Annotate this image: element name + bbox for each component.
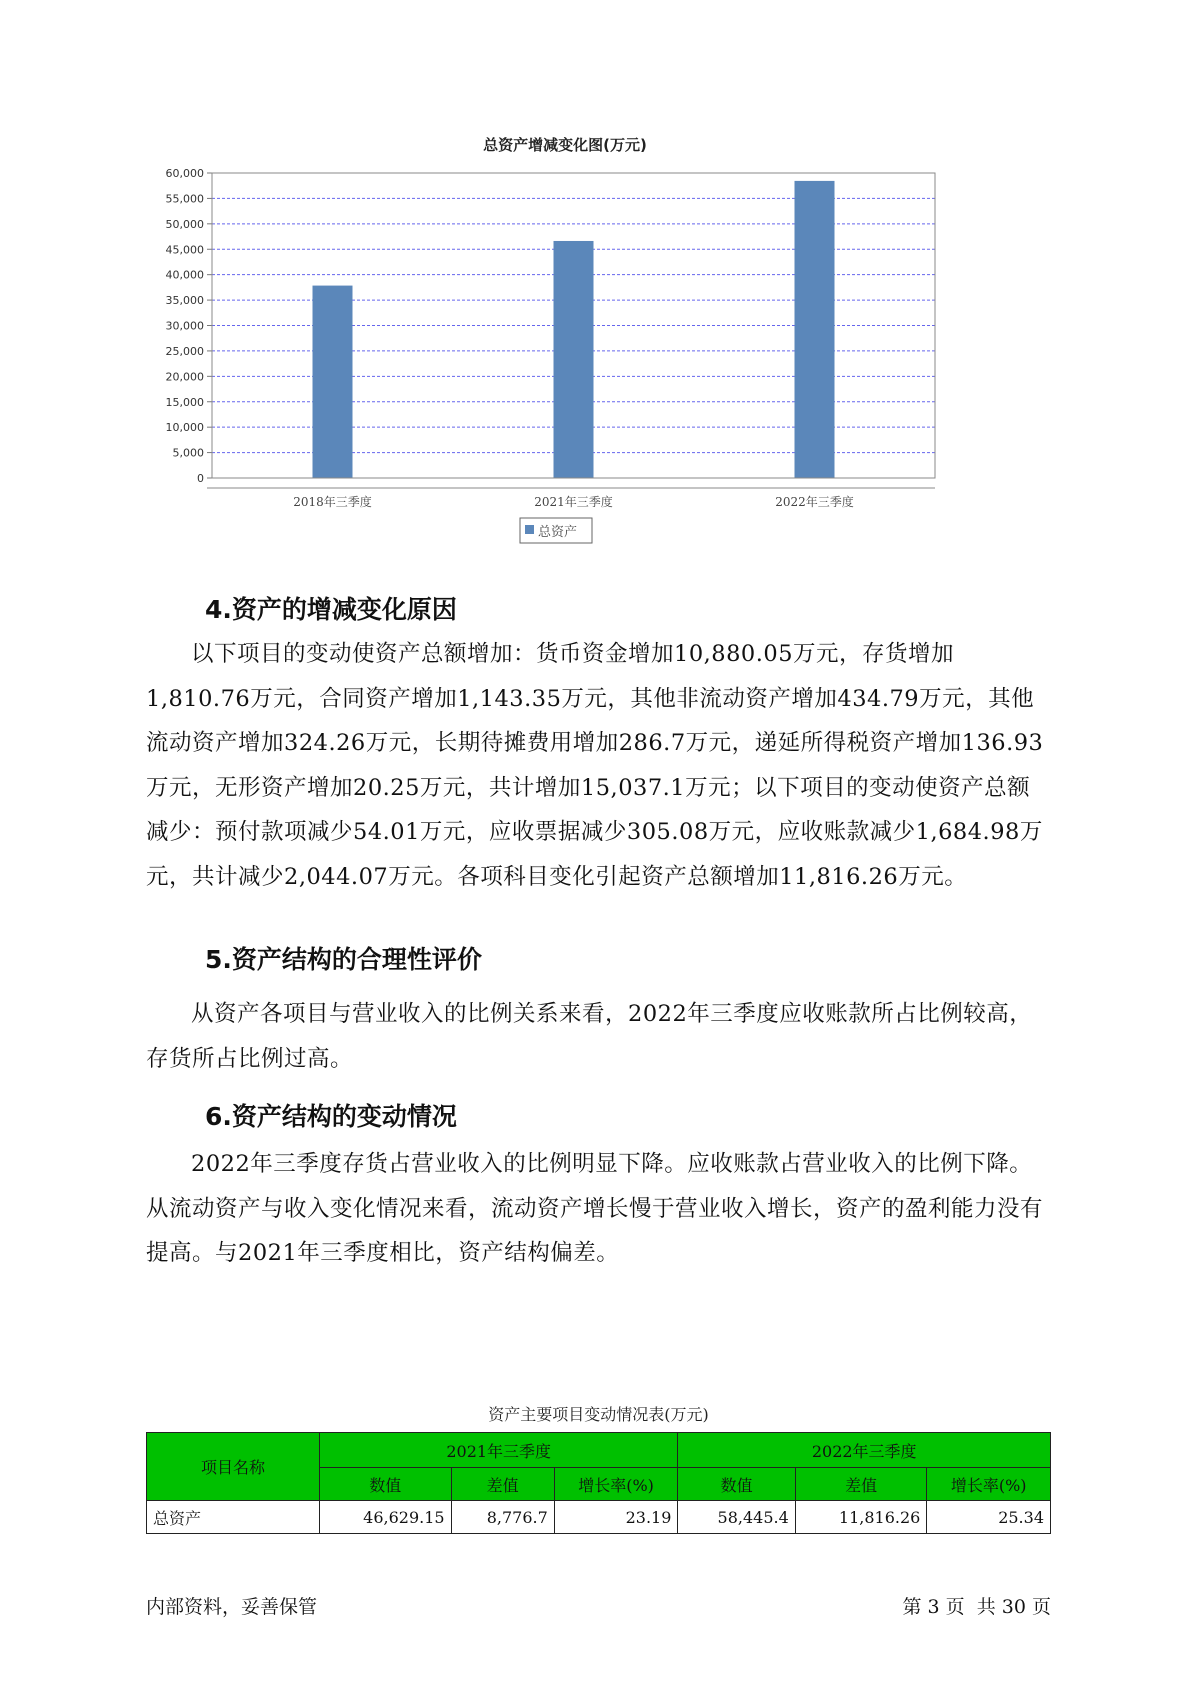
legend-label: 总资产 <box>538 525 578 540</box>
header-diff-2021: 差值 <box>451 1468 554 1501</box>
header-rate-2021: 增长率(%) <box>554 1468 678 1501</box>
section-4-paragraph: 以下项目的变动使资产总额增加：货币资金增加10,880.05万元，存货增加1,810.76万元，合同资产增加1,143.35万元，其他非流动资产增加434.79万元，其他流动资产增加324.26万元，长期待摊费用增加286.7万元，递延所得税资产增加136.93万元，无形资产增加20.25万元，共计增加15,037.1万元；以下项目的变动使资产总额减少：预付款项减少54.01万元，应收票据减少305.08万元，应收账款减少1,684.98万元，共计减少2,044.07万元。各项科目变化引起资产总额增加11,816.26万元。 <box>146 641 1044 890</box>
legend-swatch <box>525 525 534 534</box>
cell-rate-2022: 25.34 <box>927 1501 1051 1534</box>
y-tick-label: 50,000 <box>165 217 204 231</box>
row-item-name: 总资产 <box>147 1501 320 1534</box>
footer-confidential-note: 内部资料，妥善保管 <box>146 1596 318 1618</box>
x-category-label: 2021年三季度 <box>534 495 613 509</box>
x-category-label: 2022年三季度 <box>775 495 854 509</box>
section-5-heading: 5.资产结构的合理性评价 <box>205 945 482 974</box>
bar-3 <box>795 181 835 478</box>
y-tick-label: 0 <box>197 472 204 485</box>
table-header-row <box>147 1433 1051 1468</box>
footer-page-number: 第 3 页 共 30 页 <box>902 1596 1051 1618</box>
cell-value-2022: 58,445.4 <box>678 1501 795 1534</box>
x-axis-categories <box>293 494 854 509</box>
chart-bars <box>313 181 835 478</box>
x-category-label: 2018年三季度 <box>293 495 372 509</box>
cell-diff-2022: 11,816.26 <box>795 1501 927 1534</box>
y-tick-label: 15,000 <box>165 395 204 409</box>
bar-2 <box>554 241 594 478</box>
section-6-paragraph: 2022年三季度存货占营业收入的比例明显下降。应收账款占营业收入的比例下降。从流动资产与收入变化情况来看，流动资产增长慢于营业收入增长，资产的盈利能力没有提高。与2021年三季度相比，资产结构偏差。 <box>146 1151 1044 1266</box>
header-rate-2022: 增长率(%) <box>927 1468 1051 1501</box>
header-diff-2022: 差值 <box>795 1468 927 1501</box>
y-tick-label: 40,000 <box>165 268 204 282</box>
cell-diff-2021: 8,776.7 <box>451 1501 554 1534</box>
y-tick-label: 55,000 <box>165 192 204 206</box>
y-tick-label: 20,000 <box>165 370 204 384</box>
chart-title: 总资产增减变化图(万元) <box>483 136 647 154</box>
cell-rate-2021: 23.19 <box>554 1501 678 1534</box>
y-tick-label: 60,000 <box>165 167 204 180</box>
section-5-paragraph: 从资产各项目与营业收入的比例关系来看，2022年三季度应收账款所占比例较高，存货所占比例过高。 <box>146 1001 1033 1072</box>
chart-legend <box>520 518 592 543</box>
cell-value-2021: 46,629.15 <box>320 1501 452 1534</box>
section-6-heading: 6.资产结构的变动情况 <box>205 1102 457 1131</box>
header-period-2022: 2022年三季度 <box>678 1433 1051 1468</box>
header-value-2021: 数值 <box>320 1468 452 1501</box>
header-item-name: 项目名称 <box>147 1433 320 1501</box>
y-tick-label: 35,000 <box>165 294 204 308</box>
header-value-2022: 数值 <box>678 1468 795 1501</box>
y-tick-label: 30,000 <box>165 319 204 333</box>
table-caption: 资产主要项目变动情况表(万元) <box>488 1405 709 1424</box>
bar-1 <box>313 286 353 478</box>
y-tick-label: 25,000 <box>165 344 204 358</box>
y-tick-label: 45,000 <box>165 243 204 257</box>
y-tick-label: 5,000 <box>172 446 204 460</box>
total-assets-bar-chart <box>140 130 1040 590</box>
asset-change-table <box>146 1432 1051 1534</box>
table-row <box>147 1501 1051 1534</box>
header-period-2021: 2021年三季度 <box>320 1433 678 1468</box>
y-tick-label: 10,000 <box>165 421 204 435</box>
section-4-heading: 4.资产的增减变化原因 <box>205 595 457 624</box>
